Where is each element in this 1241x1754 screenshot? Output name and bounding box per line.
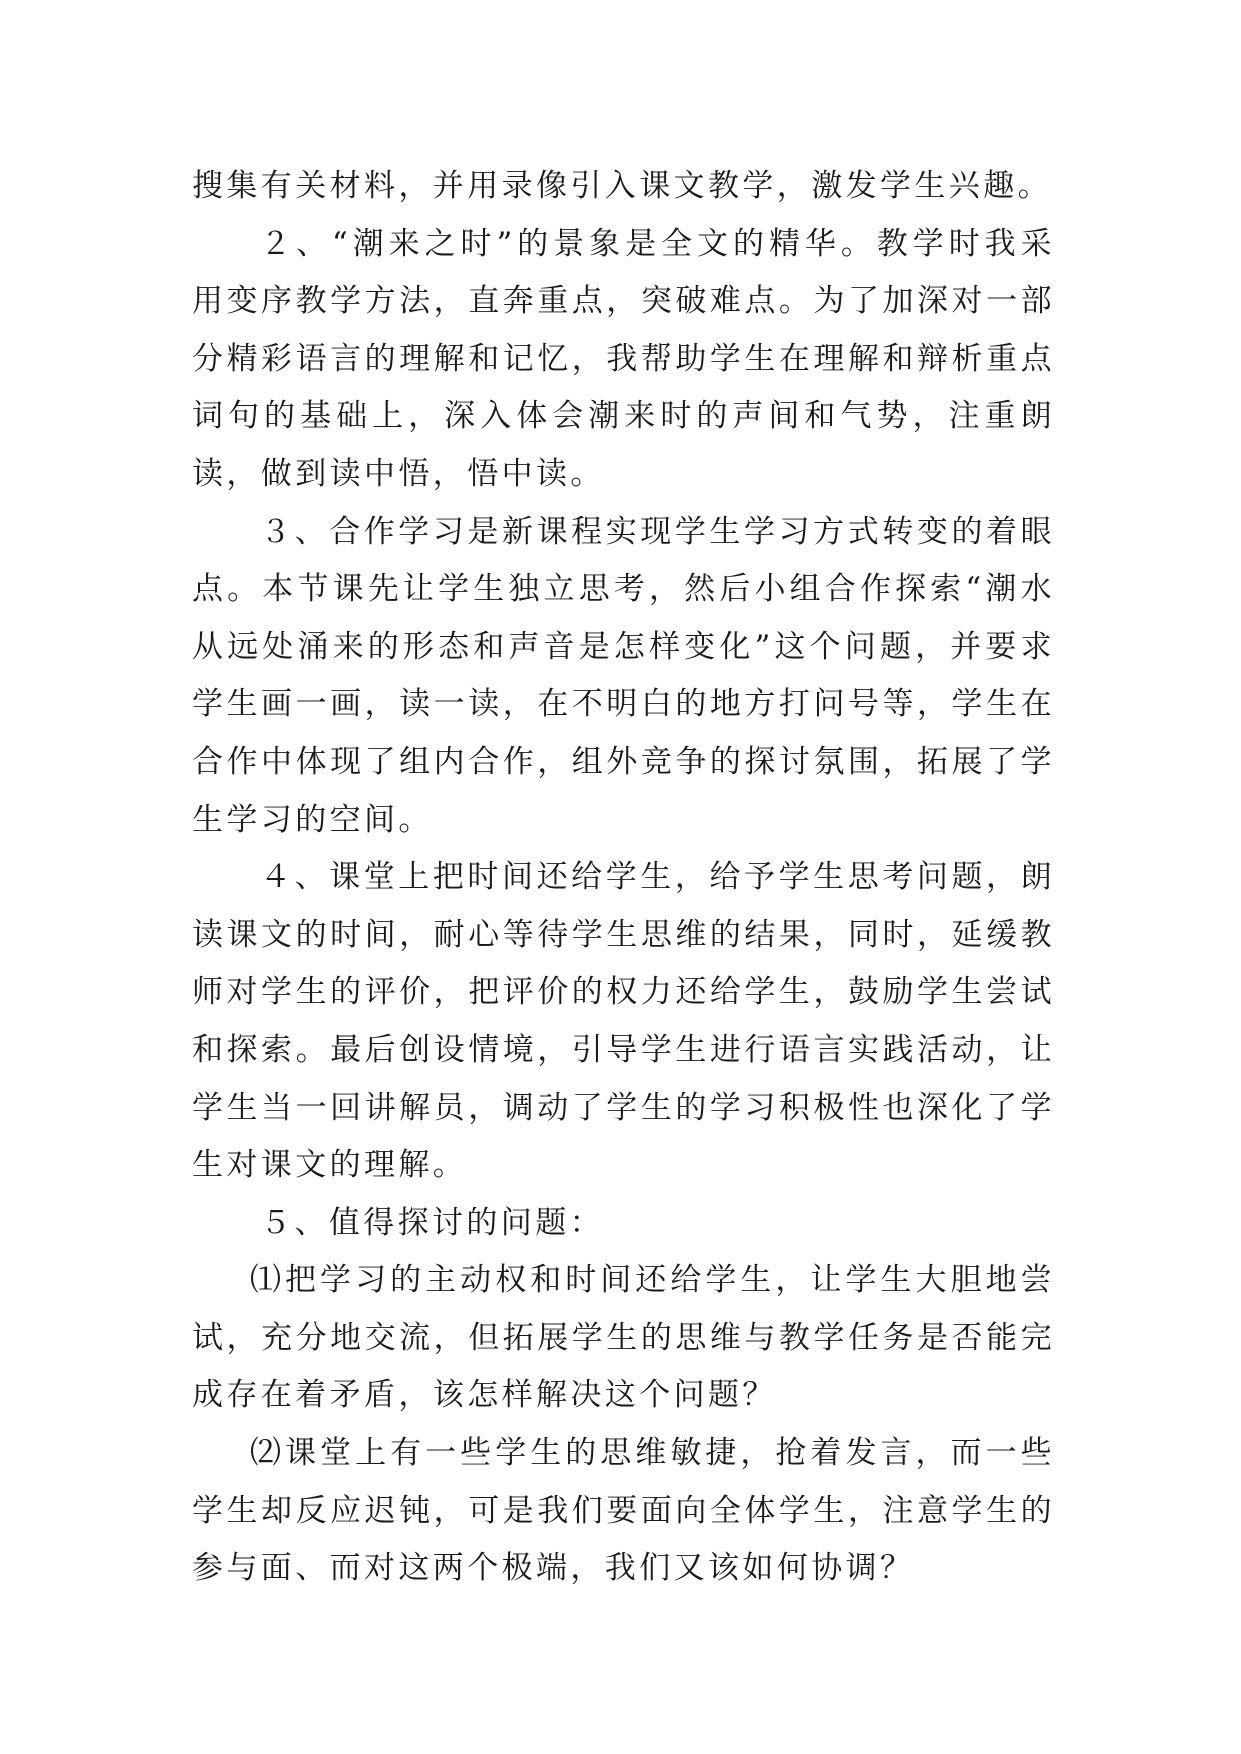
- paragraph-item-4: ４、课堂上把时间还给学生，给予学生思考问题，朗读课文的时间，耐心等待学生思维的结果，同时，延缓教师对学生的评价，把评价的权力还给学生，鼓励学生尝试和探索。最后创设情境，引导学生进行语言实践活动，让学生当一回讲解员，调动了学生的学习积极性也深化了学生对课文的理解。: [192, 859, 1055, 1184]
- paragraph-subitem-1: ⑴把学习的主动权和时间还给学生，让学生大胆地尝试，充分地交流，但拓展学生的思维与教学任务是否能完成存在着矛盾，该怎样解决这个问题？: [192, 1262, 1055, 1414]
- paragraph-subitem-2: ⑵课堂上有一些学生的思维敏捷，抢着发言，而一些学生却反应迟钝，可是我们要面向全体学生，注意学生的参与面、而对这两个极端，我们又该如何协调？: [192, 1435, 1055, 1587]
- paragraph-item-3: ３、合作学习是新课程实现学生学习方式转变的着眼点。本节课先让学生独立思考，然后小组合作探索“潮水从远处涌来的形态和声音是怎样变化”这个问题，并要求学生画一画，读一读，在不明白的地方打问号等，学生在合作中体现了组内合作，组外竞争的探讨氛围，拓展了学生学习的空间。: [192, 513, 1055, 838]
- paragraph-item-5-heading: ５、值得探讨的问题：: [260, 1204, 604, 1241]
- paragraph-continuation: 搜集有关材料，并用录像引入课文教学，激发学生兴趣。: [192, 168, 1052, 204]
- paragraph-item-2: ２、“潮来之时”的景象是全文的精华。教学时我采用变序教学方法，直奔重点，突破难点。为了加深对一部分精彩语言的理解和记忆，我帮助学生在理解和辩析重点词句的基础上，深入体会潮来时的声间和气势，注重朗读，做到读中悟，悟中读。: [192, 225, 1055, 492]
- document-body: [192, 158, 1055, 1598]
